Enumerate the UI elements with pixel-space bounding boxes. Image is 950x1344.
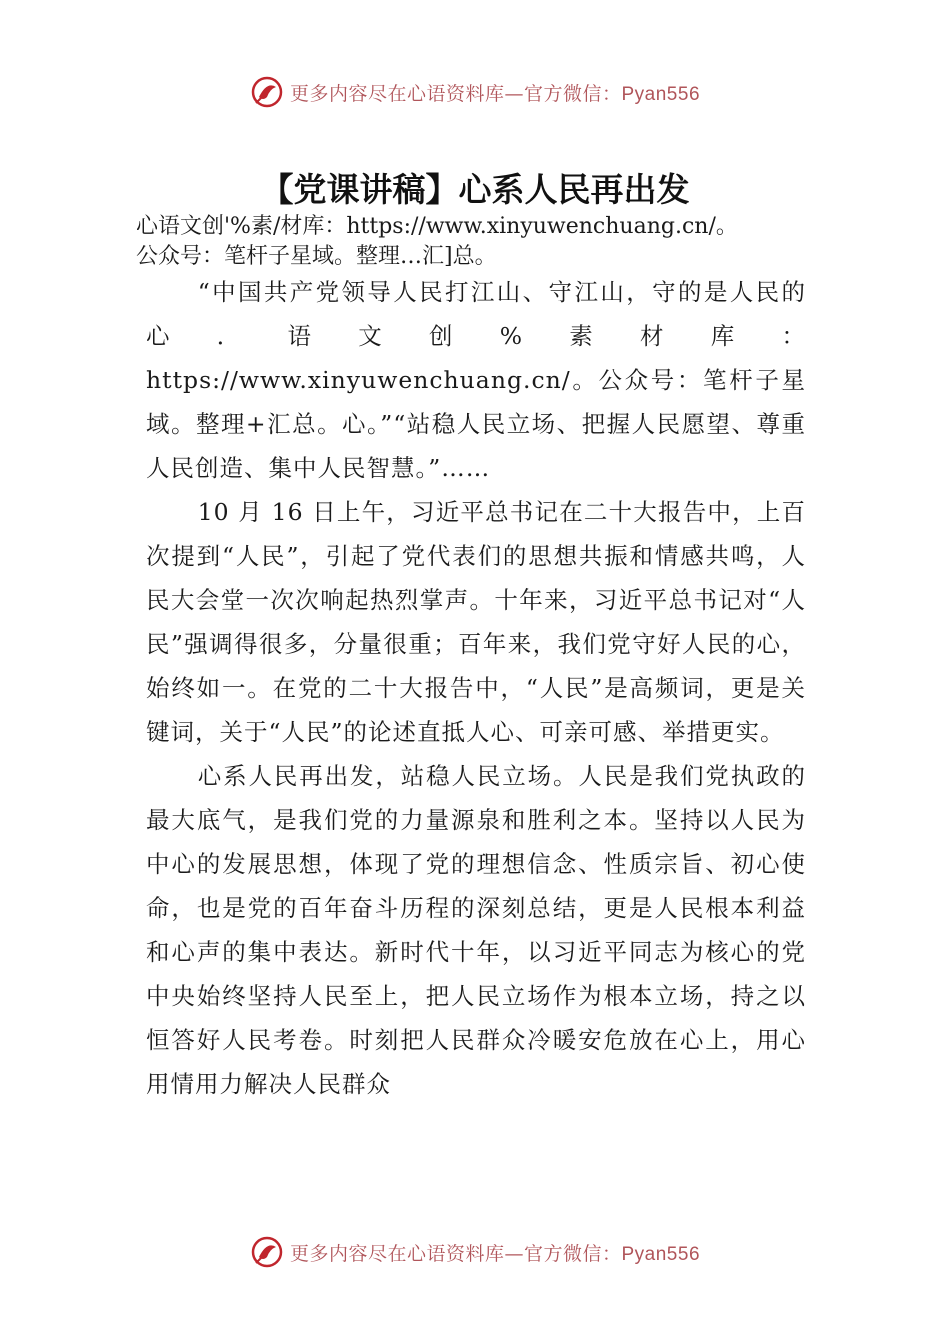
logo-icon bbox=[250, 1235, 284, 1269]
source-line-2: 公众号：笔杆子星域。整理…汇]总。 bbox=[136, 244, 497, 269]
footer-banner-text: 更多内容尽在心语资料库—官方微信：Pyan556 bbox=[289, 1242, 701, 1265]
paragraph-3: 心系人民再出发，站稳人民立场。人民是我们党执政的最大底气，是我们党的力量源泉和胜利之本。坚持以人民为中心的发展思想，体现了党的理想信念、性质宗旨、初心使命，也是党的百年奋斗历程的深刻总结，更是人民根本利益和心声的集中表达。新时代十年，以习近平同志为核心的党中央始终坚持人民至上，把人民立场作为根本立场，持之以恒答好人民考卷。时刻把人民群众冷暖安危放在心上，用心用情用力解决人民群众 bbox=[146, 762, 806, 1098]
paragraph-2: 10 月 16 日上午，习近平总书记在二十大报告中，上百次提到“人民”，引起了党代表们的思想共振和情感共鸣，人民大会堂一次次响起热烈掌声。十年来，习近平总书记对“人民”强调得很多，分量很重；百年来，我们党守好人民的心，始终如一。在党的二十大报告中，“人民”是高频词，更是关键词，关于“人民”的论述直抵人心、可亲可感、举措更实。 bbox=[146, 498, 806, 746]
header-banner bbox=[0, 72, 950, 112]
source-note bbox=[136, 212, 826, 272]
document-title: 【党课讲稿】心系人民再出发 bbox=[260, 170, 690, 209]
header-banner-text: 更多内容尽在心语资料库—官方微信：Pyan556 bbox=[289, 82, 701, 105]
source-line-1: 心语文创'%素/材库：https://www.xinyuwenchuang.cn/。 bbox=[136, 214, 738, 239]
logo-icon bbox=[250, 75, 284, 109]
document-body bbox=[146, 270, 806, 1106]
paragraph-1: “中国共产党领导人民打江山、守江山，守的是人民的心．语文创%素材库：https://www.xinyuwenchuang.cn/。公众号：笔杆子星域。整理+汇总。心。”“站稳人民立场、把握人民愿望、尊重人民创造、集中人民智慧。”…… bbox=[146, 278, 806, 482]
wechat-id: Pyan556 bbox=[621, 83, 701, 105]
wechat-id: Pyan556 bbox=[621, 1243, 701, 1265]
footer-banner bbox=[0, 1232, 950, 1272]
